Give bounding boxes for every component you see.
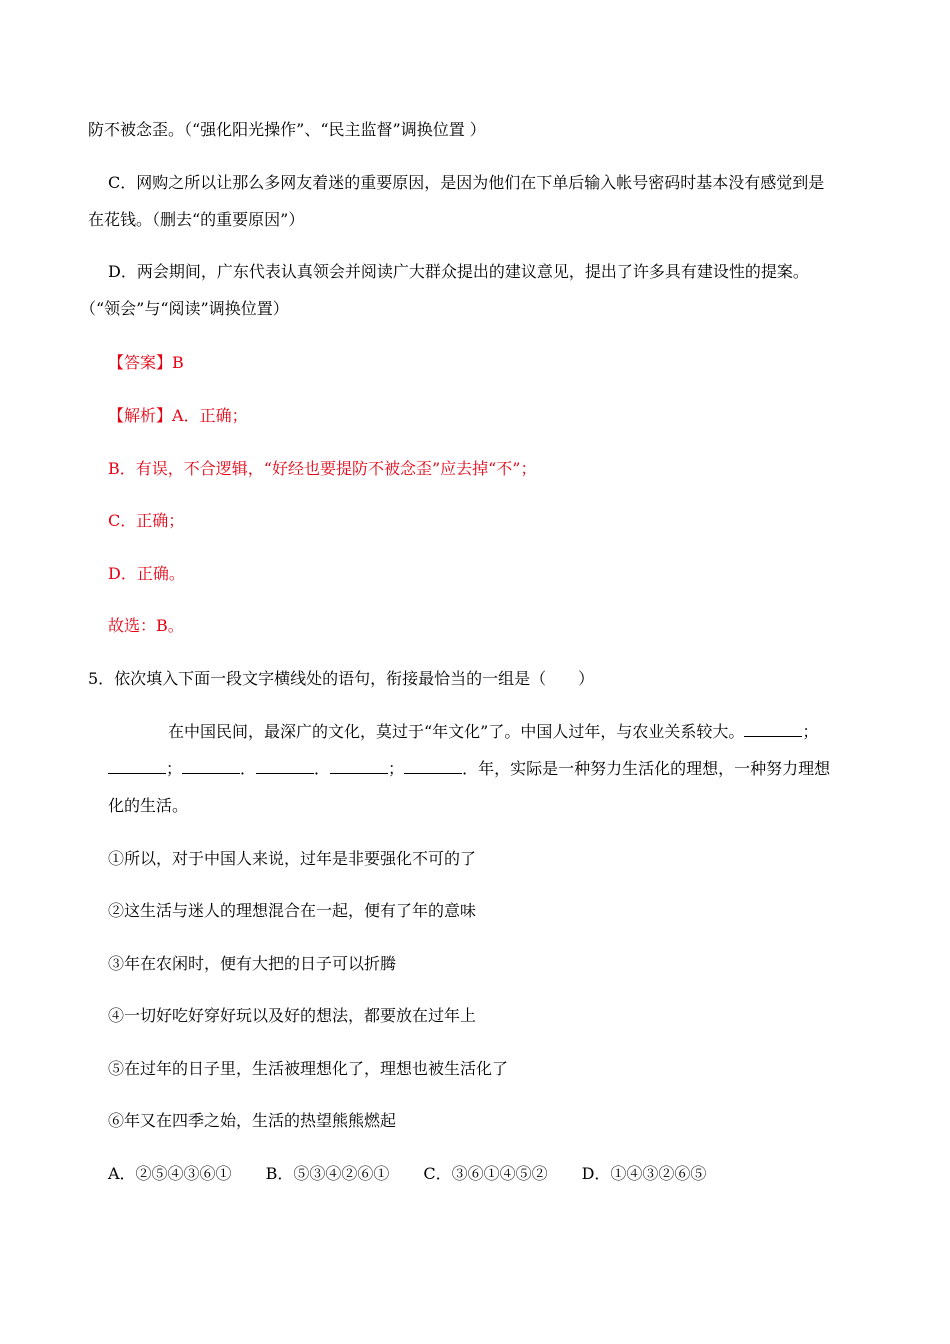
analysis-conclusion: 故选：B。 [108,616,184,635]
analysis-option-a: A．正确； [172,406,248,425]
q5-passage-line1 [168,722,818,742]
option-c: C．③⑥①④⑤② [423,1164,548,1183]
q5-passage-start: 在中国民间，最深广的文化，莫过于“年文化”了。中国人过年，与农业关系较大。 [168,722,745,741]
separator-semicolon: ； [802,722,819,741]
q5-passage-line2 [108,759,830,779]
q5-passage-mid: ．年，实际是一种努力生活化的理想，一种努力理想 [462,759,831,778]
fill-blank-3 [182,759,240,774]
separator-period: ． [240,759,257,778]
q5-item-1: ①所以，对于中国人来说，过年是非要强化不可的了 [108,849,477,868]
option-b: B．⑤③④②⑥① [265,1164,390,1183]
fill-blank-1 [744,722,802,737]
fill-blank-5 [330,759,388,774]
option-d: D．①④③②⑥⑤ [581,1164,707,1183]
q4-option-d-line2: （“领会”与“阅读”调换位置） [80,299,289,318]
q4-option-b-tail: 防不被念歪。（“强化阳光操作”、“民主监督”调换位置 ） [88,120,486,139]
q5-item-3: ③年在农闲时，便有大把的日子可以折腾 [108,954,397,973]
q5-item-2: ②这生活与迷人的理想混合在一起，便有了年的意味 [108,901,477,920]
q4-option-c-line1: C．网购之所以让那么多网友着迷的重要原因，是因为他们在下单后输入帐号密码时基本没有感觉到是 [108,173,825,192]
analysis-option-d: D．正确。 [108,564,185,583]
option-a: A．②⑤④③⑥① [108,1164,232,1183]
answer-value: B [172,353,184,372]
fill-blank-2 [108,759,166,774]
q4-option-c-line2: 在花钱。（删去“的重要原因”） [88,210,305,229]
q5-item-6: ⑥年又在四季之始，生活的热望熊熊燃起 [108,1111,397,1130]
analysis-line [108,406,248,426]
q5-item-4: ④一切好吃好穿好玩以及好的想法，都要放在过年上 [108,1006,477,1025]
answer-label: 【答案】 [108,353,173,372]
analysis-option-b: B．有误，不合逻辑，“好经也要提防不被念歪”应去掉“不”； [108,459,537,478]
analysis-option-c: C．正确； [108,511,185,530]
analysis-label: 【解析】 [108,406,173,425]
q4-option-d-line1: D．两会期间，广东代表认真领会并阅读广大群众提出的建议意见，提出了许多具有建设性的提案。 [108,262,809,281]
fill-blank-4 [256,759,314,774]
q5-item-5: ⑤在过年的日子里，生活被理想化了，理想也被生活化了 [108,1059,509,1078]
q5-options-row [108,1164,740,1184]
separator-semicolon: ； [166,759,183,778]
q5-stem: 5．依次填入下面一段文字横线处的语句，衔接最恰当的一组是（ ） [88,669,595,688]
separator-period: ． [314,759,331,778]
answer-line [108,353,184,373]
fill-blank-6 [404,759,462,774]
separator-semicolon: ； [388,759,405,778]
q5-passage-line3: 化的生活。 [108,796,189,815]
